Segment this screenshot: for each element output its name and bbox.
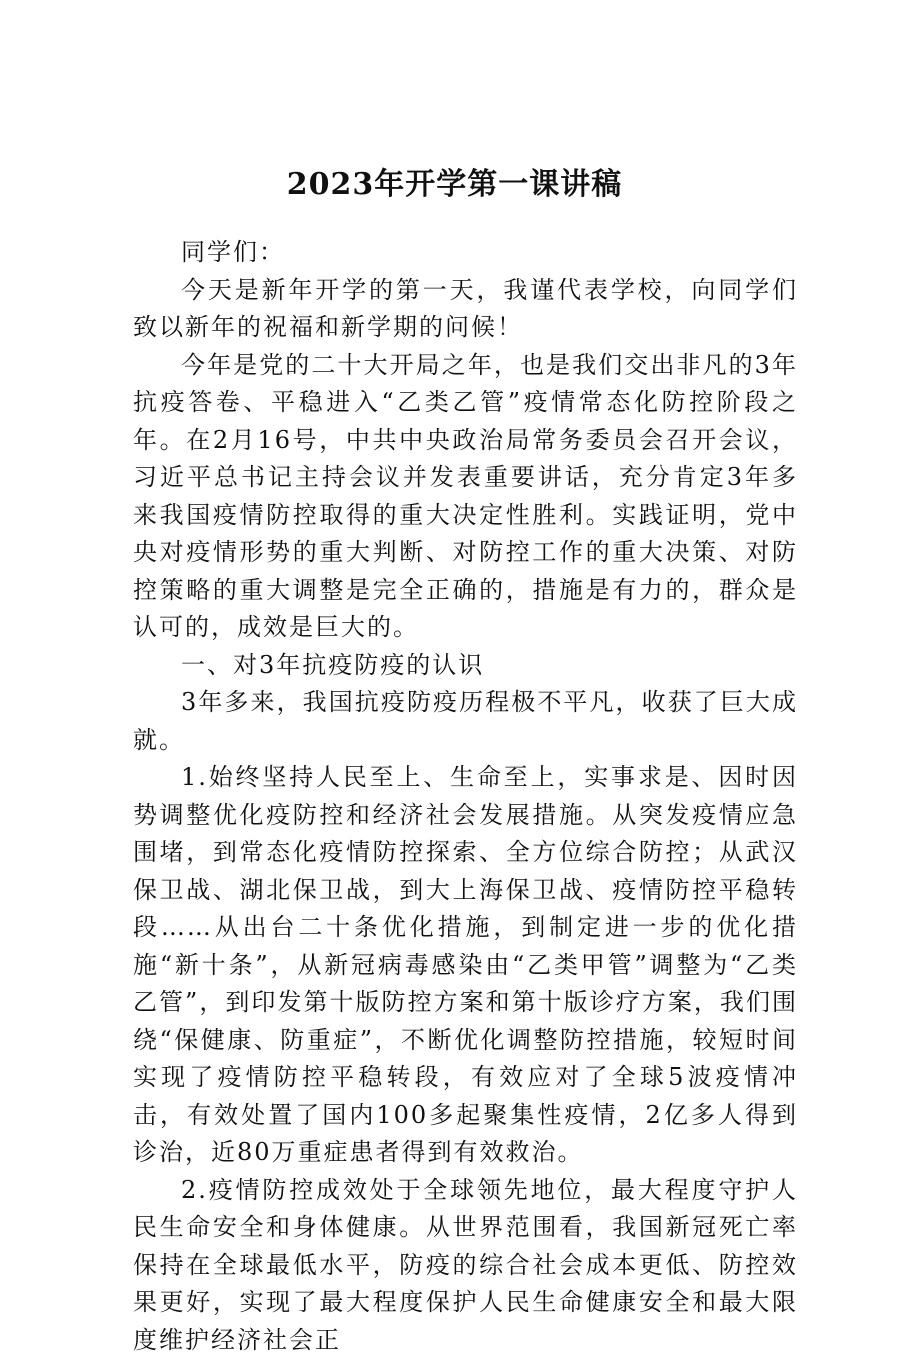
section-summary-paragraph: 3年多来，我国抗疫防疫历程极不平凡，收获了巨大成就。	[133, 684, 798, 759]
point-2-paragraph: 2.疫情防控成效处于全球领先地位，最大程度守护人民生命安全和身体健康。从世界范围看，我国新冠死亡率保持在全球最低水平，防疫的综合社会成本更低、防控效果更好，实现了最大程度保护人民生命健康安全和最大限度维护经济社会正	[133, 1172, 798, 1359]
point-1-paragraph: 1.始终坚持人民至上、生命至上，实事求是、因时因势调整优化疫防控和经济社会发展措施。从突发疫情应急围堵，到常态化疫情防控探索、全方位综合防控；从武汉保卫战、湖北保卫战，到大上海保卫战、疫情防控平稳转段……从出台二十条优化措施，到制定进一步的优化措施“新十条”，从新冠病毒感染由“乙类甲管”调整为“乙类乙管”，到印发第十版防控方案和第十版诊疗方案，我们围绕“保健康、防重症”，不断优化调整防控措施，较短时间实现了疫情防控平稳转段，有效应对了全球5波疫情冲击，有效处置了国内100多起聚集性疫情，2亿多人得到诊治，近80万重症患者得到有效救治。	[133, 759, 798, 1172]
greeting-paragraph: 今天是新年开学的第一天，我谨代表学校，向同学们致以新年的祝福和新学期的问候！	[133, 272, 798, 347]
document-body	[133, 234, 798, 1359]
document-title: 2023年开学第一课讲稿	[0, 163, 909, 207]
salutation-paragraph: 同学们：	[133, 234, 798, 272]
section-heading: 一、对3年抗疫防疫的认识	[133, 647, 798, 685]
intro-paragraph: 今年是党的二十大开局之年，也是我们交出非凡的3年抗疫答卷、平稳进入“乙类乙管”疫情常态化防控阶段之年。在2月16号，中共中央政治局常务委员会召开会议，习近平总书记主持会议并发表重要讲话，充分肯定3年多来我国疫情防控取得的重大决定性胜利。实践证明，党中央对疫情形势的重大判断、对防控工作的重大决策、对防控策略的重大调整是完全正确的，措施是有力的，群众是认可的，成效是巨大的。	[133, 347, 798, 647]
